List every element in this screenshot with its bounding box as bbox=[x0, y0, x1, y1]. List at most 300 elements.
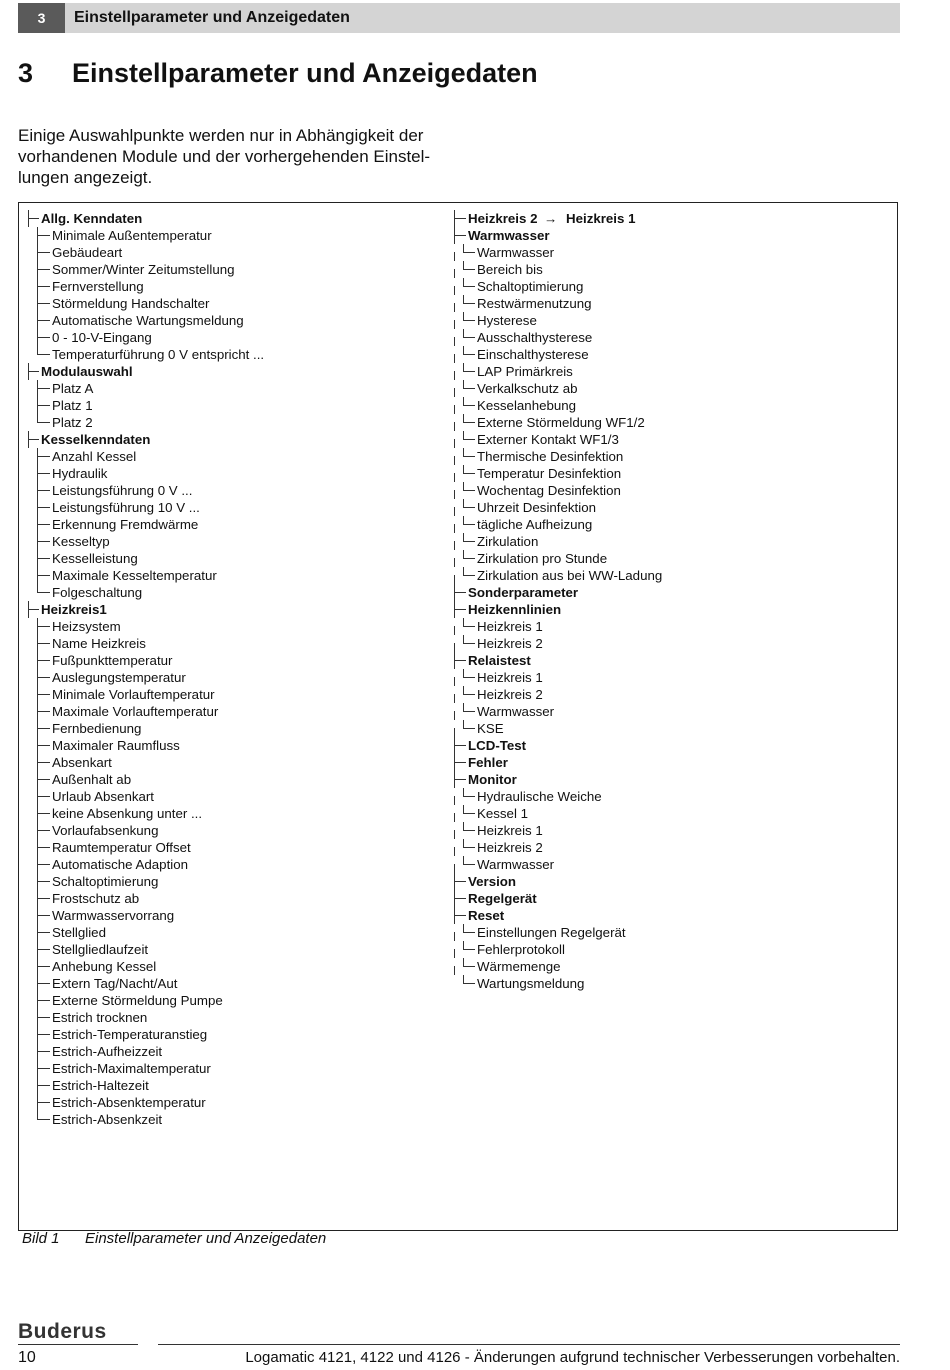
menu-item-label: Restwärmenutzung bbox=[477, 296, 592, 311]
menu-item-label: Störmeldung Handschalter bbox=[52, 296, 210, 311]
tree-connector bbox=[454, 830, 455, 839]
tree-connector bbox=[37, 941, 50, 950]
tree-connector bbox=[37, 227, 50, 236]
tree-connector bbox=[37, 737, 50, 746]
menu-item bbox=[26, 856, 446, 873]
tree-connector bbox=[454, 643, 455, 652]
menu-item bbox=[26, 839, 446, 856]
menu-item-label: Fehler bbox=[468, 755, 508, 770]
menu-item-label: Fernbedienung bbox=[52, 721, 142, 736]
tree-connector bbox=[37, 839, 50, 848]
tree-connector bbox=[37, 405, 38, 414]
tree-connector bbox=[454, 592, 455, 601]
menu-item bbox=[454, 414, 884, 431]
tree-connector bbox=[463, 414, 475, 423]
tree-connector bbox=[463, 516, 475, 525]
menu-item bbox=[454, 720, 884, 737]
tree-connector bbox=[37, 541, 38, 550]
menu-item-label: Warmwasser bbox=[477, 245, 555, 260]
menu-item bbox=[26, 261, 446, 278]
tree-connector bbox=[463, 720, 475, 729]
tree-connector bbox=[454, 218, 455, 227]
menu-item-label: Reset bbox=[468, 908, 505, 923]
tree-connector bbox=[37, 584, 50, 593]
menu-item-label: LCD-Test bbox=[468, 738, 527, 753]
tree-connector bbox=[454, 677, 455, 686]
tree-connector bbox=[37, 1094, 50, 1103]
intro-line: Einige Auswahlpunkte werden nur in Abhängigkeit der bbox=[18, 126, 424, 145]
tree-connector bbox=[454, 728, 455, 737]
tree-connector bbox=[463, 346, 475, 355]
tree-connector bbox=[454, 541, 455, 550]
tree-connector bbox=[37, 1017, 38, 1026]
menu-item bbox=[26, 975, 446, 992]
menu-item-label: Verkalkschutz ab bbox=[477, 381, 578, 396]
intro-line: vorhandenen Module und der vorhergehenden Einstel- bbox=[18, 147, 431, 166]
menu-item bbox=[26, 822, 446, 839]
menu-item-label: Automatische Wartungsmeldung bbox=[52, 313, 244, 328]
menu-group-heading bbox=[454, 737, 884, 754]
menu-item-label: 0 - 10-V-Eingang bbox=[52, 330, 152, 345]
menu-group-heading bbox=[454, 771, 884, 788]
menu-item bbox=[26, 227, 446, 244]
tree-connector bbox=[37, 924, 50, 933]
menu-item bbox=[26, 924, 446, 941]
tree-connector bbox=[463, 278, 475, 287]
tree-connector bbox=[28, 439, 29, 448]
tree-connector bbox=[454, 252, 455, 261]
menu-item-label: Kesseltyp bbox=[52, 534, 110, 549]
tree-connector bbox=[37, 516, 50, 525]
tree-connector bbox=[37, 312, 50, 321]
tree-connector bbox=[37, 677, 38, 686]
menu-item-label: Heizkreis 2 bbox=[468, 211, 538, 226]
tree-connector bbox=[37, 796, 38, 805]
tree-connector bbox=[37, 269, 38, 278]
tree-connector bbox=[454, 320, 455, 329]
menu-group-heading bbox=[26, 601, 446, 618]
tree-connector bbox=[37, 414, 50, 423]
section-header-bar bbox=[18, 3, 900, 33]
tree-connector bbox=[37, 618, 50, 627]
menu-item-label: Automatische Adaption bbox=[52, 857, 189, 872]
tree-connector bbox=[463, 380, 475, 389]
tree-connector bbox=[454, 337, 455, 346]
menu-item bbox=[26, 1009, 446, 1026]
menu-group-heading bbox=[454, 584, 884, 601]
tree-connector bbox=[37, 805, 50, 814]
tree-connector bbox=[37, 1051, 38, 1060]
tree-connector bbox=[37, 346, 50, 355]
menu-item-label: Frostschutz ab bbox=[52, 891, 140, 906]
tree-connector bbox=[454, 235, 455, 244]
tree-connector bbox=[28, 601, 39, 610]
tree-connector bbox=[37, 856, 50, 865]
menu-item bbox=[26, 448, 446, 465]
tree-connector bbox=[463, 856, 475, 865]
tree-connector bbox=[37, 1009, 50, 1018]
tree-connector bbox=[463, 312, 475, 321]
tree-connector bbox=[37, 703, 50, 712]
menu-item-label: Hydraulische Weiche bbox=[477, 789, 602, 804]
menu-item-label: Ausschalthysterese bbox=[477, 330, 593, 345]
tree-connector bbox=[463, 703, 475, 712]
menu-item-label: Heizkreis 1 bbox=[566, 211, 636, 226]
menu-item-label: Relaistest bbox=[468, 653, 531, 668]
tree-connector bbox=[37, 830, 38, 839]
menu-item bbox=[26, 1077, 446, 1094]
tree-connector bbox=[37, 456, 38, 465]
tree-connector bbox=[463, 805, 475, 814]
menu-item-label: Einstellungen Regelgerät bbox=[477, 925, 626, 940]
menu-item bbox=[454, 686, 884, 703]
menu-item-label: Extern Tag/Nacht/Aut bbox=[52, 976, 178, 991]
menu-item-label: Raumtemperatur Offset bbox=[52, 840, 191, 855]
menu-item-label: Warmwasservorrang bbox=[52, 908, 175, 923]
tree-connector bbox=[37, 669, 50, 678]
menu-item bbox=[26, 992, 446, 1009]
menu-item-label: Leistungsführung 10 V ... bbox=[52, 500, 200, 515]
tree-connector bbox=[37, 626, 38, 635]
tree-connector bbox=[463, 482, 475, 491]
tree-connector bbox=[463, 618, 475, 627]
menu-item bbox=[26, 516, 446, 533]
tree-connector bbox=[37, 533, 50, 542]
figure-caption-text: Einstellparameter und Anzeigedaten bbox=[85, 1230, 327, 1247]
menu-item-label: Kesselanhebung bbox=[477, 398, 577, 413]
menu-item-label: Stellglied bbox=[52, 925, 106, 940]
menu-item-label: Vorlaufabsenkung bbox=[52, 823, 159, 838]
tree-connector bbox=[37, 303, 38, 312]
tree-connector bbox=[37, 992, 50, 1001]
tree-connector bbox=[454, 286, 455, 295]
tree-connector bbox=[37, 380, 50, 389]
menu-item-label: Heizsystem bbox=[52, 619, 121, 634]
tree-connector bbox=[454, 660, 455, 669]
tree-connector bbox=[37, 779, 38, 788]
menu-item bbox=[26, 278, 446, 295]
menu-item bbox=[26, 550, 446, 567]
menu-item bbox=[26, 941, 446, 958]
menu-group-heading bbox=[26, 431, 446, 448]
tree-connector bbox=[454, 507, 455, 516]
tree-connector bbox=[463, 244, 475, 253]
figure-caption-number: Bild 1 bbox=[22, 1230, 60, 1247]
menu-item bbox=[454, 669, 884, 686]
menu-item-label: Heizkreis 2 bbox=[477, 636, 543, 651]
menu-item-label: Allg. Kenndaten bbox=[41, 211, 143, 226]
menu-item bbox=[454, 822, 884, 839]
arrow-right-icon: → bbox=[544, 211, 558, 226]
menu-item-label: keine Absenkung unter ... bbox=[52, 806, 203, 821]
menu-item bbox=[454, 465, 884, 482]
tree-connector bbox=[28, 431, 39, 440]
menu-item-label: Externe Störmeldung Pumpe bbox=[52, 993, 223, 1008]
tree-connector bbox=[454, 864, 455, 873]
menu-item-label: KSE bbox=[477, 721, 504, 736]
menu-item bbox=[454, 295, 884, 312]
menu-item bbox=[26, 907, 446, 924]
menu-item-label: Heizkennlinien bbox=[468, 602, 562, 617]
tree-connector bbox=[454, 601, 466, 610]
tree-connector bbox=[454, 422, 455, 431]
section-number-badge: 3 bbox=[18, 3, 65, 33]
intro-paragraph bbox=[18, 125, 448, 188]
menu-item bbox=[26, 584, 446, 601]
menu-item-label: Minimale Vorlauftemperatur bbox=[52, 687, 215, 702]
menu-item bbox=[454, 550, 884, 567]
menu-item bbox=[26, 499, 446, 516]
menu-item-label: Maximaler Raumfluss bbox=[52, 738, 180, 753]
tree-connector bbox=[37, 660, 38, 669]
menu-item-label: Warmwasser bbox=[468, 228, 550, 243]
tree-connector bbox=[37, 482, 50, 491]
menu-item-label: Warmwasser bbox=[477, 704, 555, 719]
tree-connector bbox=[37, 873, 50, 882]
menu-item-label: Name Heizkreis bbox=[52, 636, 146, 651]
tree-connector bbox=[37, 932, 38, 941]
tree-connector bbox=[37, 949, 38, 958]
tree-connector bbox=[463, 431, 475, 440]
tree-connector bbox=[37, 745, 38, 754]
tree-connector bbox=[37, 558, 38, 567]
tree-connector bbox=[37, 1102, 38, 1111]
menu-item-label: Heizkreis1 bbox=[41, 602, 107, 617]
menu-item bbox=[454, 958, 884, 975]
menu-item bbox=[454, 924, 884, 941]
tree-connector bbox=[37, 975, 50, 984]
menu-item-label: Temperaturführung 0 V entspricht ... bbox=[52, 347, 265, 362]
tree-connector bbox=[454, 371, 455, 380]
menu-item-label: Kesselleistung bbox=[52, 551, 138, 566]
menu-item bbox=[454, 805, 884, 822]
tree-connector bbox=[454, 796, 455, 805]
page-number: 10 bbox=[18, 1349, 36, 1366]
menu-item-label: Wartungsmeldung bbox=[477, 976, 585, 991]
menu-item-label: Absenkart bbox=[52, 755, 112, 770]
tree-connector bbox=[463, 329, 475, 338]
tree-connector bbox=[454, 873, 466, 882]
tree-connector bbox=[28, 210, 39, 219]
menu-item bbox=[26, 380, 446, 397]
tree-connector bbox=[454, 558, 455, 567]
tree-connector bbox=[463, 686, 475, 695]
tree-connector bbox=[37, 915, 38, 924]
menu-item bbox=[26, 1111, 446, 1128]
menu-group-heading bbox=[454, 890, 884, 907]
menu-item bbox=[454, 618, 884, 635]
tree-connector bbox=[37, 686, 50, 695]
menu-item-label: Einschalthysterese bbox=[477, 347, 589, 362]
tree-connector bbox=[454, 456, 455, 465]
menu-item bbox=[454, 788, 884, 805]
menu-item-label: Sonderparameter bbox=[468, 585, 579, 600]
tree-connector bbox=[37, 788, 50, 797]
menu-item bbox=[454, 516, 884, 533]
tree-connector bbox=[463, 465, 475, 474]
tree-connector bbox=[37, 813, 38, 822]
menu-group-heading bbox=[454, 873, 884, 890]
tree-connector bbox=[37, 244, 50, 253]
menu-item-label: Hydraulik bbox=[52, 466, 108, 481]
menu-item-label: Estrich-Absenkzeit bbox=[52, 1112, 163, 1127]
menu-item bbox=[454, 448, 884, 465]
menu-group-heading bbox=[454, 601, 884, 618]
tree-connector bbox=[454, 609, 455, 618]
tree-connector bbox=[37, 337, 38, 346]
tree-connector bbox=[454, 745, 455, 754]
chapter-title: Einstellparameter und Anzeigedaten bbox=[72, 58, 538, 88]
tree-connector bbox=[28, 609, 29, 618]
tree-connector bbox=[37, 524, 38, 533]
menu-item-label: Warmwasser bbox=[477, 857, 555, 872]
menu-item-label: Urlaub Absenkart bbox=[52, 789, 154, 804]
menu-item bbox=[26, 1060, 446, 1077]
menu-item bbox=[26, 346, 446, 363]
menu-item-label: Uhrzeit Desinfektion bbox=[477, 500, 596, 515]
menu-item-label: Externer Kontakt WF1/3 bbox=[477, 432, 619, 447]
menu-item bbox=[26, 788, 446, 805]
menu-item bbox=[454, 346, 884, 363]
menu-item-label: Anhebung Kessel bbox=[52, 959, 157, 974]
tree-connector bbox=[37, 966, 38, 975]
tree-connector bbox=[463, 975, 475, 984]
tree-connector bbox=[463, 448, 475, 457]
menu-item-label: Gebäudeart bbox=[52, 245, 123, 260]
tree-connector bbox=[454, 584, 466, 593]
tree-connector bbox=[454, 881, 455, 890]
tree-connector bbox=[37, 1026, 50, 1035]
tree-connector bbox=[37, 652, 50, 661]
tree-connector bbox=[37, 762, 38, 771]
menu-item-label: Schaltoptimierung bbox=[477, 279, 584, 294]
tree-connector bbox=[37, 507, 38, 516]
menu-item-label: Heizkreis 1 bbox=[477, 619, 543, 634]
menu-item bbox=[26, 482, 446, 499]
tree-connector bbox=[28, 218, 29, 227]
menu-item-label: Platz 2 bbox=[52, 415, 93, 430]
menu-item-label: tägliche Aufheizung bbox=[477, 517, 593, 532]
menu-item bbox=[26, 669, 446, 686]
tree-connector bbox=[463, 295, 475, 304]
menu-item bbox=[26, 1043, 446, 1060]
menu-item-label: Bereich bis bbox=[477, 262, 543, 277]
menu-item bbox=[454, 839, 884, 856]
menu-item-label: Fernverstellung bbox=[52, 279, 144, 294]
tree-connector bbox=[37, 278, 50, 287]
tree-connector bbox=[37, 898, 38, 907]
chapter-number: 3 bbox=[18, 58, 34, 88]
menu-group-heading bbox=[454, 652, 884, 669]
tree-connector bbox=[454, 711, 455, 720]
menu-item-label: Heizkreis 1 bbox=[477, 823, 543, 838]
tree-connector bbox=[37, 847, 38, 856]
tree-connector bbox=[37, 1060, 50, 1069]
tree-connector bbox=[463, 533, 475, 542]
tree-connector bbox=[37, 550, 50, 559]
logo-underline bbox=[18, 1344, 138, 1345]
tree-connector bbox=[454, 652, 466, 661]
tree-connector bbox=[37, 295, 50, 304]
tree-connector bbox=[463, 669, 475, 678]
tree-connector bbox=[463, 822, 475, 831]
tree-connector bbox=[454, 524, 455, 533]
intro-line: lungen angezeigt. bbox=[18, 168, 153, 187]
menu-item bbox=[454, 397, 884, 414]
menu-item bbox=[26, 329, 446, 346]
menu-item bbox=[26, 771, 446, 788]
tree-connector bbox=[37, 320, 38, 329]
menu-item-label: Anzahl Kessel bbox=[52, 449, 137, 464]
menu-item-label: Heizkreis 1 bbox=[477, 670, 543, 685]
tree-connector bbox=[454, 754, 466, 763]
menu-item-label: Fußpunkttemperatur bbox=[52, 653, 173, 668]
menu-group-heading bbox=[454, 754, 884, 771]
tree-connector bbox=[37, 567, 50, 576]
tree-connector bbox=[463, 924, 475, 933]
menu-item bbox=[454, 856, 884, 873]
menu-item-label: Regelgerät bbox=[468, 891, 537, 906]
menu-item bbox=[454, 431, 884, 448]
menu-item bbox=[26, 295, 446, 312]
menu-item bbox=[26, 737, 446, 754]
tree-connector bbox=[37, 890, 50, 899]
tree-connector bbox=[37, 388, 38, 397]
menu-item-label: Folgeschaltung bbox=[52, 585, 143, 600]
menu-item bbox=[454, 244, 884, 261]
menu-item-label: Estrich-Absenktemperatur bbox=[52, 1095, 206, 1110]
tree-connector bbox=[454, 405, 455, 414]
footer-rule bbox=[158, 1344, 900, 1345]
tree-connector bbox=[37, 1034, 38, 1043]
tree-connector bbox=[454, 694, 455, 703]
menu-item bbox=[454, 278, 884, 295]
tree-connector bbox=[37, 983, 38, 992]
tree-connector bbox=[454, 473, 455, 482]
menu-item-label: Auslegungstemperatur bbox=[52, 670, 186, 685]
menu-item-label: Schaltoptimierung bbox=[52, 874, 159, 889]
tree-connector bbox=[37, 1085, 38, 1094]
tree-connector bbox=[37, 754, 50, 763]
menu-tree-right-column bbox=[454, 210, 884, 992]
tree-connector bbox=[37, 473, 38, 482]
menu-item-label: Platz A bbox=[52, 381, 94, 396]
menu-item bbox=[26, 652, 446, 669]
tree-connector bbox=[454, 575, 455, 584]
menu-item bbox=[26, 873, 446, 890]
tree-connector bbox=[454, 439, 455, 448]
tree-connector bbox=[454, 762, 455, 771]
menu-item-label: Zirkulation bbox=[477, 534, 539, 549]
menu-item-label: Maximale Kesseltemperatur bbox=[52, 568, 217, 583]
tree-connector bbox=[37, 958, 50, 967]
tree-connector bbox=[454, 949, 455, 958]
footer-text: Logamatic 4121, 4122 und 4126 - Änderungen aufgrund technischer Verbesserungen vorbehalten. bbox=[245, 1349, 900, 1366]
menu-group-heading bbox=[26, 210, 446, 227]
menu-item-label: Wärmemenge bbox=[477, 959, 561, 974]
menu-item-label: Maximale Vorlauftemperatur bbox=[52, 704, 219, 719]
tree-connector bbox=[454, 932, 455, 941]
tree-connector bbox=[463, 261, 475, 270]
tree-connector bbox=[37, 1111, 50, 1120]
menu-item bbox=[454, 941, 884, 958]
tree-connector bbox=[454, 907, 466, 916]
tree-connector bbox=[463, 839, 475, 848]
tree-connector bbox=[454, 210, 466, 219]
menu-item bbox=[454, 567, 884, 584]
tree-connector bbox=[463, 958, 475, 967]
tree-connector bbox=[37, 465, 50, 474]
